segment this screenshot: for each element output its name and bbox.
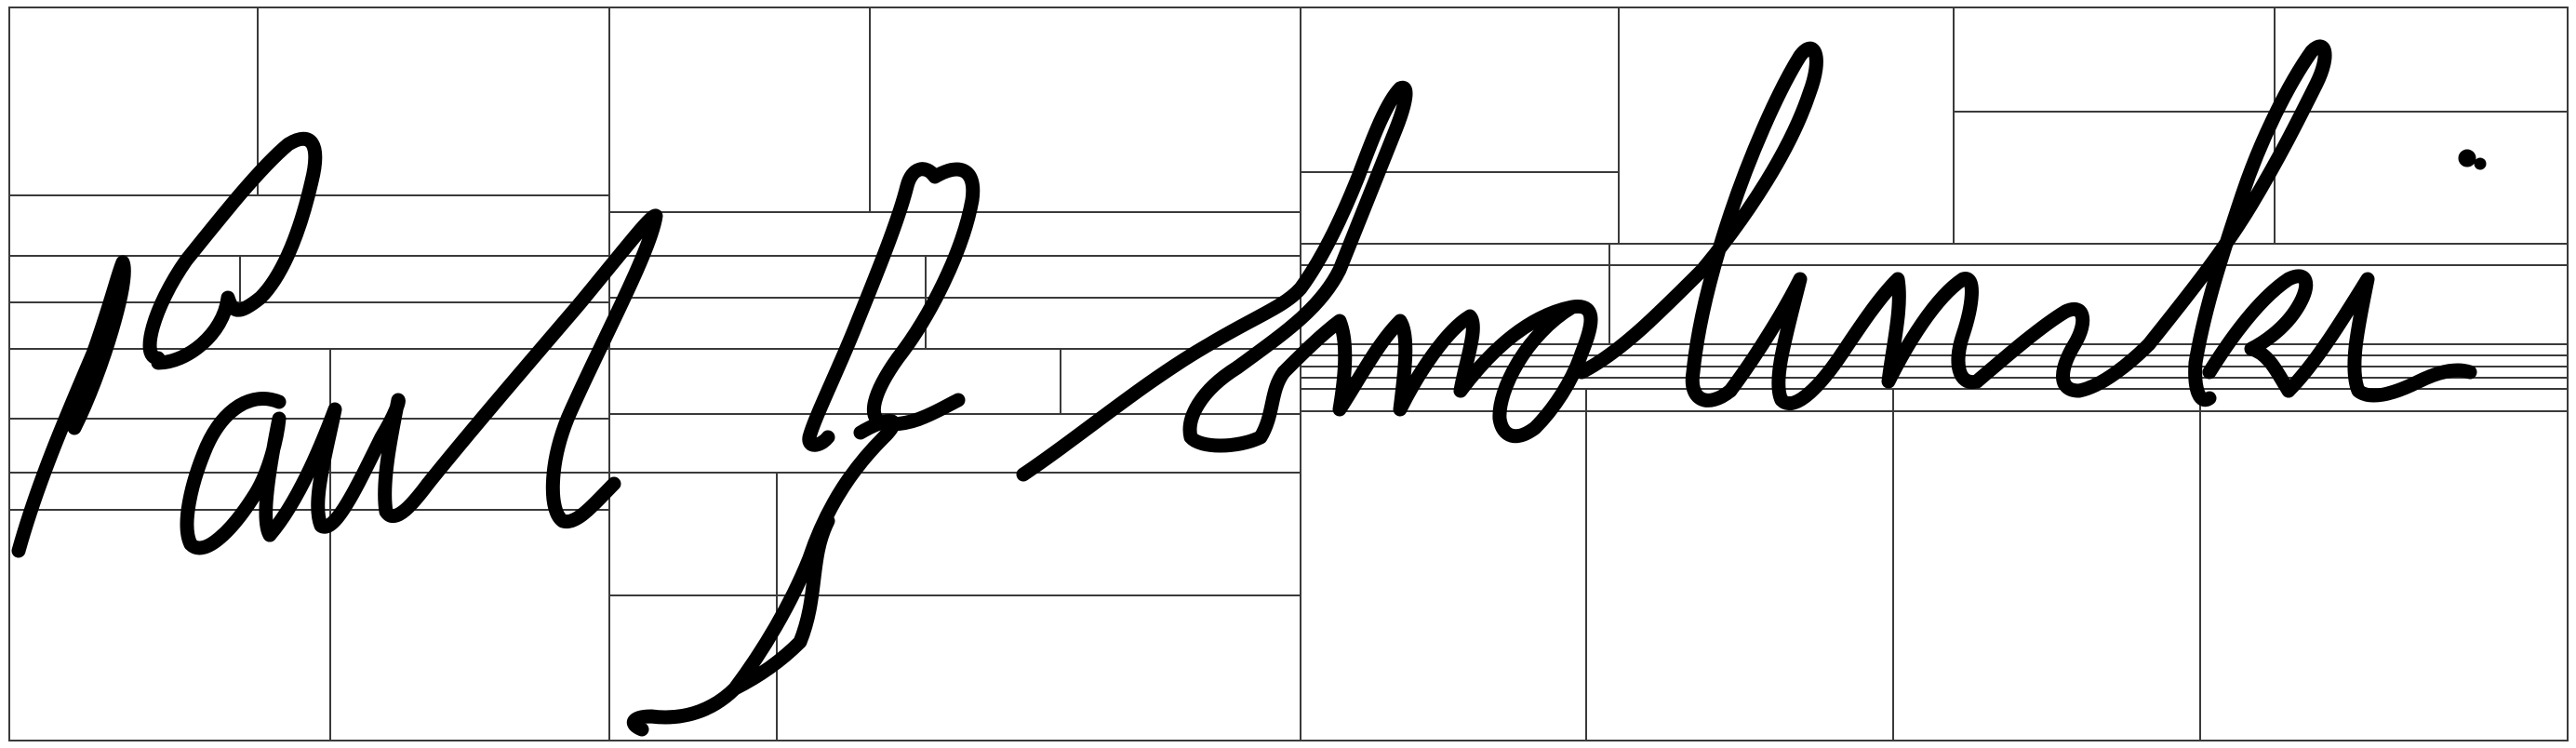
signature-stroke-S	[1023, 87, 1406, 474]
signature-stroke-i	[1730, 279, 1842, 404]
signature-stroke-l	[428, 216, 656, 522]
signature-stroke-k	[2149, 47, 2325, 400]
signature-ink	[19, 47, 2486, 729]
signature-stroke-s	[1977, 309, 2149, 391]
i-dot-fleck	[2475, 158, 2486, 169]
signature-stroke-G	[634, 169, 972, 729]
signature-stroke-u	[270, 400, 428, 535]
signature-stroke-m	[1284, 316, 1473, 409]
i-dot	[2459, 150, 2476, 167]
signature-stroke-o	[1461, 306, 1591, 435]
